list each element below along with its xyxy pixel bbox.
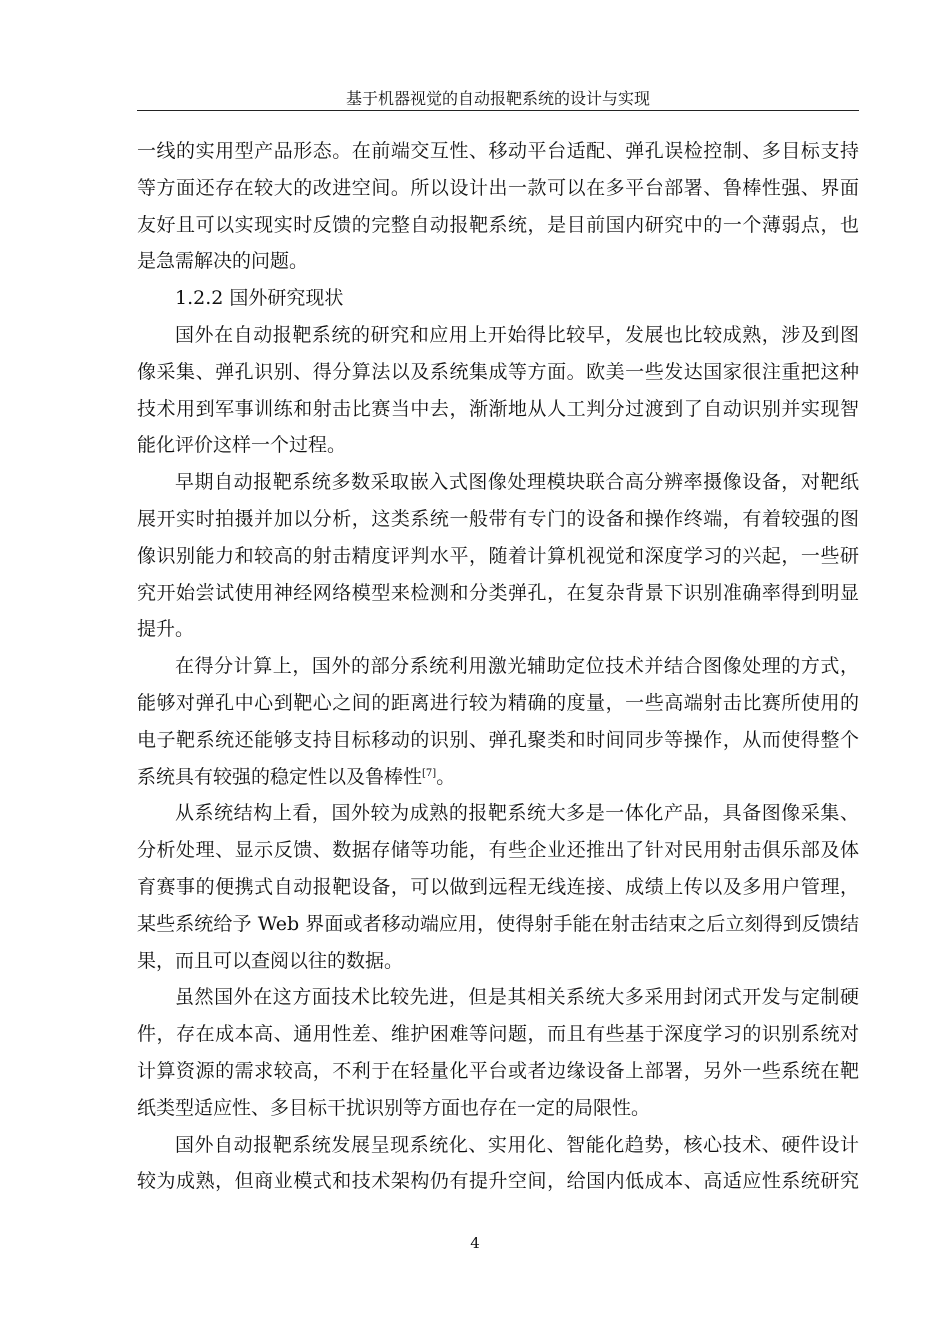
line-text: 究开始尝试使用神经网络模型来检测和分类弹孔，在复杂背景下识别准确率得到明显	[137, 581, 859, 604]
line-text: 较为成熟，但商业模式和技术架构仍有提升空间，给国内低成本、高适应性系统研究	[137, 1170, 859, 1193]
text-line	[137, 317, 859, 354]
text-line	[137, 575, 859, 612]
line-text: 像采集、弹孔识别、得分算法以及系统集成等方面。欧美一些发达国家很注重把这种	[137, 360, 859, 383]
line-text: 是急需解决的问题。	[137, 250, 309, 273]
header-divider	[137, 110, 859, 111]
heading-text	[137, 280, 859, 317]
text-line	[137, 170, 859, 207]
paragraph	[137, 133, 859, 280]
line-text: 电子靶系统还能够支持目标移动的识别、弹孔聚类和时间同步等操作，从而使得整个	[137, 728, 859, 751]
paragraph	[137, 317, 859, 464]
line-text: 从系统结构上看，国外较为成熟的报靶系统大多是一体化产品，具备图像采集、	[175, 802, 859, 825]
line-text: 展开实时拍摄并加以分析，这类系统一般带有专门的设备和操作终端，有着较强的图	[137, 507, 859, 530]
line-text: 分析处理、显示反馈、数据存储等功能，有些企业还推出了针对民用射击俱乐部及体	[137, 839, 859, 862]
line-text: 在得分计算上，国外的部分系统利用激光辅助定位技术并结合图像处理的方式，	[175, 655, 859, 678]
line-text: 计算资源的需求较高，不利于在轻量化平台或者边缘设备上部署，另外一些系统在靶	[137, 1059, 859, 1082]
text-line	[137, 906, 859, 943]
paragraph	[137, 1127, 859, 1201]
paragraph	[137, 648, 859, 795]
line-text: 虽然国外在这方面技术比较先进，但是其相关系统大多采用封闭式开发与定制硬	[175, 986, 859, 1009]
text-line	[137, 133, 859, 170]
paragraph	[137, 979, 859, 1126]
line-text: 提升。	[137, 618, 195, 641]
line-text: 纸类型适应性、多目标干扰识别等方面也存在一定的局限性。	[137, 1096, 651, 1119]
text-line	[137, 722, 859, 759]
line-tail-punctuation: 。	[436, 765, 456, 788]
line-text: 果，而且可以查阅以往的数据。	[137, 949, 404, 972]
text-line	[137, 611, 859, 648]
line-text: 技术用到军事训练和射击比赛当中去，渐渐地从人工判分过渡到了自动识别并实现智	[137, 397, 859, 420]
line-text: 件，存在成本高、通用性差、维护困难等问题，而且有些基于深度学习的识别系统对	[137, 1023, 859, 1046]
text-line	[137, 391, 859, 428]
line-text: 早期自动报靶系统多数采取嵌入式图像处理模块联合高分辨率摄像设备，对靶纸	[175, 471, 859, 494]
text-line	[137, 354, 859, 391]
text-line	[137, 795, 859, 832]
text-line	[137, 1016, 859, 1053]
text-line	[137, 464, 859, 501]
text-line	[137, 759, 859, 796]
citation-reference[interactable]: [7]	[422, 767, 437, 779]
text-line	[137, 538, 859, 575]
line-text: 1.2.2 国外研究现状	[175, 287, 344, 310]
text-line	[137, 943, 859, 980]
text-line	[137, 685, 859, 722]
text-line	[137, 869, 859, 906]
line-text: 能化评价这样一个过程。	[137, 434, 347, 457]
line-text: 像识别能力和较高的射击精度评判水平，随着计算机视觉和深度学习的兴起，一些研	[137, 544, 859, 567]
text-line	[137, 1163, 859, 1200]
line-text: 国外在自动报靶系统的研究和应用上开始得比较早，发展也比较成熟，涉及到图	[175, 323, 859, 346]
line-text: 系统具有较强的稳定性以及鲁棒性	[137, 765, 423, 788]
text-line	[137, 648, 859, 685]
running-header: 基于机器视觉的自动报靶系统的设计与实现	[345, 89, 650, 108]
document-body	[137, 133, 859, 1200]
line-text: 友好且可以实现实时反馈的完整自动报靶系统，是目前国内研究中的一个薄弱点，也	[137, 213, 859, 236]
paragraph	[137, 464, 859, 648]
text-line	[137, 979, 859, 1016]
paragraph	[137, 795, 859, 979]
line-text: 一线的实用型产品形态。在前端交互性、移动平台适配、弹孔误检控制、多目标支持	[137, 140, 859, 162]
text-line	[137, 207, 859, 244]
text-line	[137, 1127, 859, 1164]
line-text: 国外自动报靶系统发展呈现系统化、实用化、智能化趋势，核心技术、硬件设计	[175, 1133, 859, 1156]
text-line	[137, 1090, 859, 1127]
text-line	[137, 832, 859, 869]
text-line	[137, 501, 859, 538]
line-text: 育赛事的便携式自动报靶设备，可以做到远程无线连接、成绩上传以及多用户管理，	[137, 875, 859, 898]
text-line	[137, 243, 859, 280]
line-text: 某些系统给予 Web 界面或者移动端应用，使得射手能在射击结束之后立刻得到反馈结	[137, 912, 859, 935]
page-number: 4	[470, 1234, 480, 1252]
section-heading	[137, 280, 859, 317]
text-line	[137, 1053, 859, 1090]
line-text: 能够对弹孔中心到靶心之间的距离进行较为精确的度量，一些高端射击比赛所使用的	[137, 691, 859, 714]
line-text: 等方面还存在较大的改进空间。所以设计出一款可以在多平台部署、鲁棒性强、界面	[137, 176, 859, 199]
text-line	[137, 427, 859, 464]
